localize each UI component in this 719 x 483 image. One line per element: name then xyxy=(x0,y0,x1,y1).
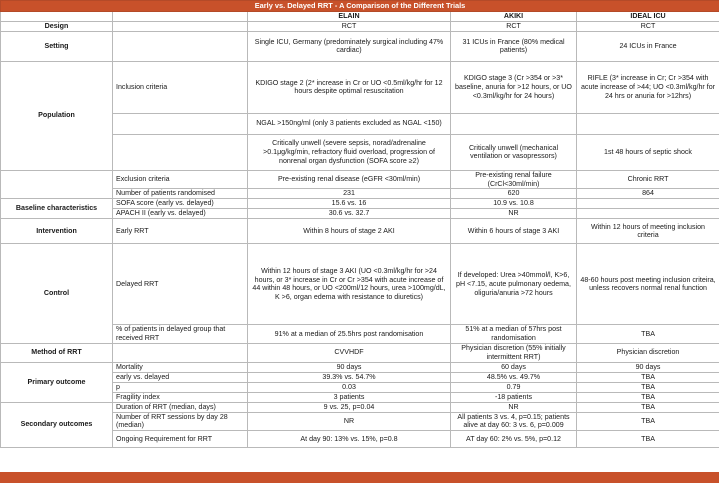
akiki-cell: If developed: Urea >40mmol/l, K>6, pH <7.15, acute pulmonary oedema, oliguria/anuria >72 hours xyxy=(451,244,577,325)
ideal-icu-cell xyxy=(577,199,719,209)
akiki-cell: 620 xyxy=(451,189,577,199)
akiki-cell: 10.9 vs. 10.8 xyxy=(451,199,577,209)
row-sublabel: Inclusion criteria xyxy=(113,61,248,113)
akiki-cell xyxy=(451,113,577,134)
row-sublabel: early vs. delayed xyxy=(113,372,248,382)
akiki-cell: 31 ICUs in France (80% medical patients) xyxy=(451,31,577,61)
row-sublabel: Duration of RRT (median, days) xyxy=(113,402,248,412)
row-label: Method of RRT xyxy=(1,343,113,362)
row-sublabel xyxy=(113,22,248,32)
elain-cell: 9 vs. 25, p=0.04 xyxy=(248,402,451,412)
akiki-cell: KDIGO stage 3 (Cr >354 or >3* baseline, anuria for >12 hours, or UO <0.3ml/kg/hr for 24 hours) xyxy=(451,61,577,113)
table-row xyxy=(1,244,719,325)
row-sublabel xyxy=(113,31,248,61)
ideal-icu-cell: TBA xyxy=(577,372,719,382)
ideal-icu-cell xyxy=(577,209,719,219)
row-sublabel: Fragility index xyxy=(113,392,248,402)
elain-cell: CVVHDF xyxy=(248,343,451,362)
row-sublabel: Ongoing Requirement for RRT xyxy=(113,431,248,448)
row-sublabel xyxy=(113,113,248,134)
table-row xyxy=(1,199,719,209)
row-label: Control xyxy=(1,244,113,344)
akiki-cell: Pre-existing renal failure (CrCl<30ml/min) xyxy=(451,170,577,189)
row-sublabel: SOFA score (early vs. delayed) xyxy=(113,199,248,209)
elain-cell: 15.6 vs. 16 xyxy=(248,199,451,209)
elain-cell: KDIGO stage 2 (2* increase in Cr or UO <0.5ml/kg/hr for 12 hours despite optimal resuscitation xyxy=(248,61,451,113)
table-title: Early vs. Delayed RRT - A Comparison of the Different Trials xyxy=(1,1,719,12)
corner-cell-2 xyxy=(113,12,248,22)
ideal-icu-cell: 24 ICUs in France xyxy=(577,31,719,61)
row-sublabel: Delayed RRT xyxy=(113,244,248,325)
row-sublabel: Number of RRT sessions by day 28 (median) xyxy=(113,412,248,431)
row-sublabel: % of patients in delayed group that received RRT xyxy=(113,325,248,344)
col-header-elain: ELAIN xyxy=(248,12,451,22)
ideal-icu-cell: TBA xyxy=(577,382,719,392)
akiki-cell: NR xyxy=(451,402,577,412)
akiki-cell: Critically unwell (mechanical ventilation or vasopressors) xyxy=(451,134,577,170)
elain-cell: Pre-existing renal disease (eGFR <30ml/min) xyxy=(248,170,451,189)
row-sublabel: Exclusion criteria xyxy=(113,170,248,189)
table-row xyxy=(1,343,719,362)
elain-cell: 30.6 vs. 32.7 xyxy=(248,209,451,219)
ideal-icu-cell: RIFLE (3* increase in Cr; Cr >354 with acute increase of >44; UO <0.3ml/kg/hr for 24 hrs or anuria for >12hrs) xyxy=(577,61,719,113)
ideal-icu-cell: 864 xyxy=(577,189,719,199)
elain-cell: Single ICU, Germany (predominately surgical including 47% cardiac) xyxy=(248,31,451,61)
ideal-icu-cell: 48-60 hours post meeting inclusion criteira, unless recovers normal renal function xyxy=(577,244,719,325)
header-row xyxy=(1,12,719,22)
akiki-cell: 0.79 xyxy=(451,382,577,392)
elain-cell: Within 12 hours of stage 3 AKI (UO <0.3ml/kg/hr for >24 hours, or 3* increase in Cr or Cr >354 with acute increase of 44 within 48 hours, or UO <200ml/12 hours, urea >100mg/dL, K >6, organ edema with resistance to diuretics) xyxy=(248,244,451,325)
footer-band xyxy=(0,472,719,483)
elain-cell: At day 90: 13% vs. 15%, p=0.8 xyxy=(248,431,451,448)
row-label: Intervention xyxy=(1,219,113,244)
row-label: Population xyxy=(1,61,113,170)
ideal-icu-cell: TBA xyxy=(577,325,719,344)
row-label: Design xyxy=(1,22,113,32)
akiki-cell: 60 days xyxy=(451,362,577,372)
akiki-cell: All patients 3 vs. 4, p=0.15; patients alive at day 60: 3 vs. 6, p=0.009 xyxy=(451,412,577,431)
akiki-cell: Within 6 hours of stage 3 AKI xyxy=(451,219,577,244)
akiki-cell: -18 patients xyxy=(451,392,577,402)
elain-cell: NR xyxy=(248,412,451,431)
akiki-cell: 48.5% vs. 49.7% xyxy=(451,372,577,382)
akiki-cell: 51% at a median of 57hrs post randomisation xyxy=(451,325,577,344)
row-label xyxy=(1,170,113,199)
akiki-cell: AT day 60: 2% vs. 5%, p=0.12 xyxy=(451,431,577,448)
row-label: Setting xyxy=(1,31,113,61)
row-sublabel: Number of patients randomised xyxy=(113,189,248,199)
elain-cell: NGAL >150ng/ml (only 3 patients excluded as NGAL <150) xyxy=(248,113,451,134)
elain-cell: 39.3% vs. 54.7% xyxy=(248,372,451,382)
ideal-icu-cell: TBA xyxy=(577,431,719,448)
ideal-icu-cell: 1st 48 hours of septic shock xyxy=(577,134,719,170)
elain-cell: Within 8 hours of stage 2 AKI xyxy=(248,219,451,244)
elain-cell: 231 xyxy=(248,189,451,199)
ideal-icu-cell: Chronic RRT xyxy=(577,170,719,189)
row-sublabel: Mortality xyxy=(113,362,248,372)
row-sublabel xyxy=(113,343,248,362)
table-row xyxy=(1,61,719,113)
title-row xyxy=(1,1,719,12)
row-sublabel: Early RRT xyxy=(113,219,248,244)
row-sublabel: APACH II (early vs. delayed) xyxy=(113,209,248,219)
elain-cell: 0.03 xyxy=(248,382,451,392)
row-label: Secondary outcomes xyxy=(1,402,113,448)
table-row xyxy=(1,31,719,61)
table-row xyxy=(1,170,719,189)
akiki-cell: Physician discretion (55% initially intermittent RRT) xyxy=(451,343,577,362)
ideal-icu-cell: Physician discretion xyxy=(577,343,719,362)
row-label: Baseline characteristics xyxy=(1,199,113,219)
table-row xyxy=(1,402,719,412)
elain-cell: Critically unwell (severe sepsis, norad/adrenaline >0.1μg/kg/min, refractory fluid overload, progression of nonrenal organ dysfunction (SOFA score ≥2) xyxy=(248,134,451,170)
ideal-icu-cell: RCT xyxy=(577,22,719,32)
col-header-akiki: AKIKI xyxy=(451,12,577,22)
elain-cell: 91% at a median of 25.5hrs post randomisation xyxy=(248,325,451,344)
row-sublabel xyxy=(113,134,248,170)
row-sublabel: p xyxy=(113,382,248,392)
akiki-cell: RCT xyxy=(451,22,577,32)
table-row xyxy=(1,219,719,244)
ideal-icu-cell: Within 12 hours of meeting inclusion criteria xyxy=(577,219,719,244)
corner-cell xyxy=(1,12,113,22)
table-row xyxy=(1,22,719,32)
elain-cell: RCT xyxy=(248,22,451,32)
col-header-ideal-icu: IDEAL ICU xyxy=(577,12,719,22)
ideal-icu-cell: TBA xyxy=(577,392,719,402)
akiki-cell: NR xyxy=(451,209,577,219)
ideal-icu-cell xyxy=(577,113,719,134)
elain-cell: 3 patients xyxy=(248,392,451,402)
ideal-icu-cell: 90 days xyxy=(577,362,719,372)
ideal-icu-cell: TBA xyxy=(577,402,719,412)
row-label: Primary outcome xyxy=(1,362,113,402)
table-row xyxy=(1,362,719,372)
elain-cell: 90 days xyxy=(248,362,451,372)
ideal-icu-cell: TBA xyxy=(577,412,719,431)
